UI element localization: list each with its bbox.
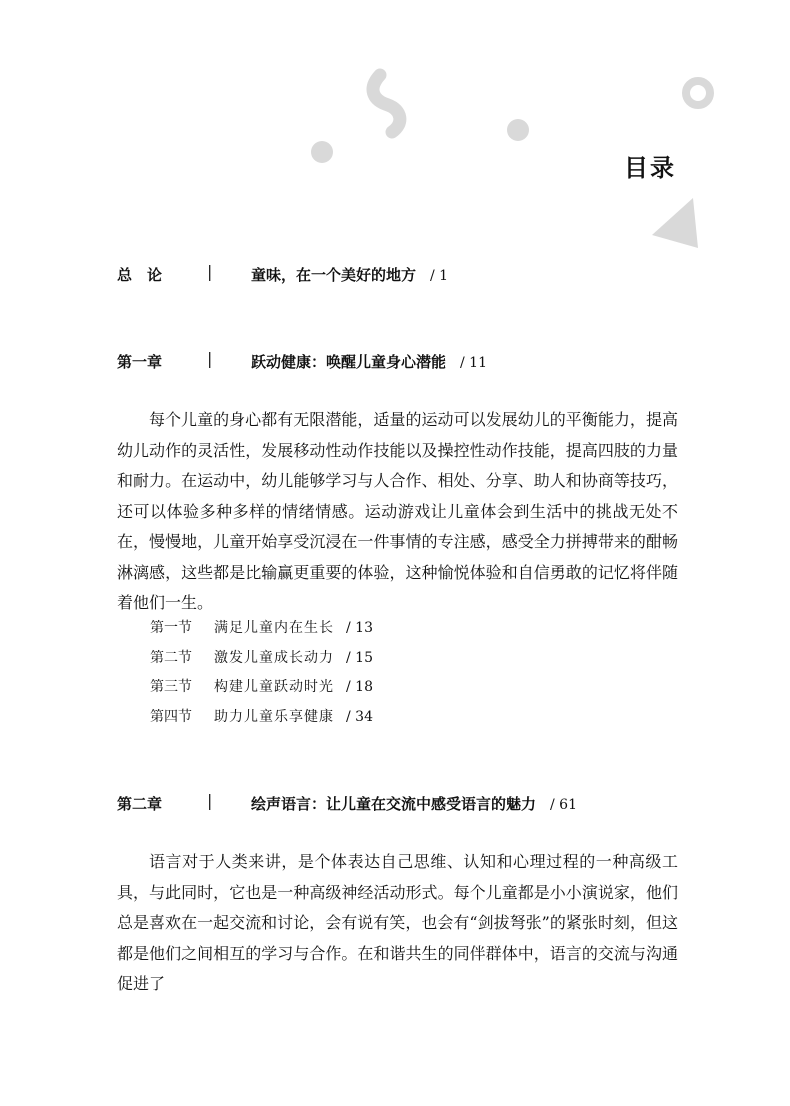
toc-entry-chapter-2[interactable] (117, 793, 717, 817)
section-page: / 34 (346, 708, 373, 725)
section-page: / 18 (346, 679, 373, 695)
ring-decoration (686, 81, 710, 105)
section-entry[interactable] (150, 644, 373, 674)
chapter-2-intro: 语言对于人类来讲，是个体表达自己思维、认知和心理过程的一种高级工具，与此同时，它也是一种高级神经活动形式。每个儿童都是小小演说家，他们总是喜欢在一起交流和讨论，会有说有笑，也会有“剑拔弩张”的紧张时刻，但这都是他们之间相互的学习与合作。在和谐共生的同伴群体中，语言的交流与沟通促进了 (117, 852, 678, 993)
chapter-title (251, 264, 448, 285)
section-title: 构建儿童跃动时光 (214, 679, 334, 695)
chapter-divider: | (207, 262, 213, 281)
section-number: 第二节 (150, 649, 192, 666)
section-number: 第四节 (150, 708, 192, 725)
section-number: 第一节 (150, 620, 192, 636)
triangle-decoration (652, 198, 698, 248)
chapter-title-text: 绘声语言：让儿童在交流中感受语言的魅力 (251, 795, 537, 813)
chapter-page: / 11 (460, 355, 487, 371)
chapter-page: / 1 (430, 268, 449, 284)
chapter-label: 第一章 (117, 353, 163, 371)
section-page: / 13 (346, 620, 373, 636)
section-title: 助力儿童乐享健康 (214, 708, 334, 725)
chapter-1-sections (150, 614, 373, 732)
chapter-label: 总 论 (117, 266, 163, 284)
chapter-1-intro: 每个儿童的身心都有无限潜能，适量的运动可以发展幼儿的平衡能力，提高幼儿动作的灵活性，发展移动性动作技能以及操控性动作技能，提高四肢的力量和耐力。在运动中，幼儿能够学习与人合作、相处、分享、助人和协商等技巧，还可以体验多种多样的情绪情感。运动游戏让儿童体会到生活中的挑战无处不在，慢慢地，儿童开始享受沉浸在一件事情的专注感，感受全力拼搏带来的酣畅淋漓感，这些都是比输赢更重要的体验，这种愉悦体验和自信勇敢的记忆将伴随着他们一生。 (117, 410, 678, 612)
decorative-shapes (0, 0, 790, 260)
chapter-title (251, 793, 577, 814)
section-entry[interactable] (150, 673, 373, 703)
chapter-label: 第二章 (117, 795, 163, 813)
section-page: / 15 (346, 649, 373, 666)
section-title: 激发儿童成长动力 (214, 649, 334, 666)
chapter-title-text: 童味，在一个美好的地方 (251, 266, 417, 284)
chapter-divider: | (207, 791, 213, 810)
dot-decoration-middle (507, 119, 529, 141)
chapter-title-text: 跃动健康：唤醒儿童身心潜能 (251, 353, 447, 371)
section-entry[interactable] (150, 703, 373, 733)
chapter-title (251, 351, 487, 372)
dot-decoration-left (311, 141, 333, 163)
chapter-divider: | (207, 349, 213, 368)
squiggle-decoration (373, 75, 400, 132)
toc-entry-intro[interactable] (117, 264, 717, 288)
section-entry[interactable] (150, 614, 373, 644)
page-title: 目录 (624, 154, 676, 182)
toc-entry-chapter-1[interactable] (117, 351, 717, 375)
section-title: 满足儿童内在生长 (214, 620, 334, 636)
section-number: 第三节 (150, 679, 192, 695)
chapter-page: / 61 (550, 797, 577, 813)
